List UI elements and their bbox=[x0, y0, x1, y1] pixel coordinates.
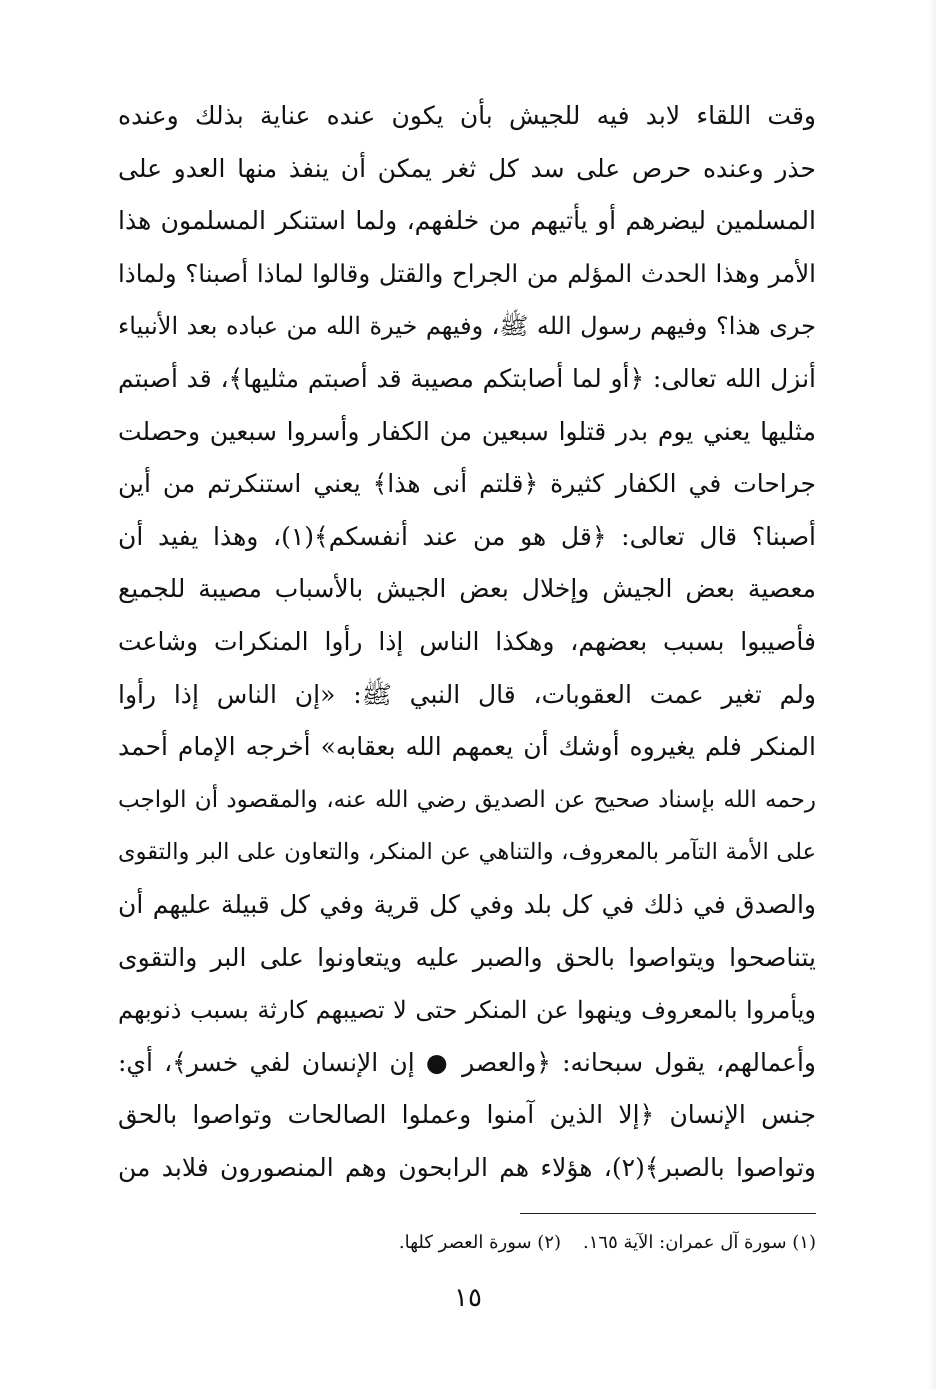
text-line: رحمه الله بإسناد صحيح عن الصديق رضي الله عنه، والمقصود أن الواجب bbox=[118, 786, 816, 813]
text-line: أصبنا؟ قال تعالى: ﴿قل هو من عند أنفسكم﴾(١)، وهذا يفيد أن bbox=[118, 521, 816, 551]
text-line: وأعمالهم، يقول سبحانه: ﴿والعصر ● إن الإنسان لفي خسر﴾، أي: bbox=[118, 1047, 816, 1077]
text-line: مثليها يعني يوم بدر قتلوا سبعين من الكفار وأسروا سبعين وحصلت bbox=[118, 416, 816, 446]
text-line: وقت اللقاء لابد فيه للجيش بأن يكون عنده عناية بذلك وعنده bbox=[118, 101, 816, 130]
footnote-2: (٢) سورة العصر كلها. bbox=[398, 1232, 562, 1253]
footnote-1: (١) سورة آل عمران: الآية ١٦٥. bbox=[583, 1232, 816, 1253]
page-number: ١٥ bbox=[454, 1283, 482, 1313]
text-line: المنكر فلم يغيروه أوشك أن يعمهم الله بعقابه» أخرجه الإمام أحمد bbox=[118, 732, 816, 762]
text-line: ولم تغير عمت العقوبات، قال النبي ﷺ: «إن الناس إذا رأوا bbox=[118, 679, 816, 709]
text-line: المسلمين ليضرهم أو يأتيهم من خلفهم، ولما استنكر المسلمون هذا bbox=[118, 206, 816, 236]
text-line: على الأمة التآمر بالمعروف، والتناهي عن المنكر، والتعاون على البر والتقوى bbox=[118, 839, 816, 866]
footnotes bbox=[250, 1226, 816, 1260]
text-line: الأمر وهذا الحدث المؤلم من الجراح والقتل وقالوا لماذا أصبنا؟ ولماذا bbox=[118, 258, 816, 288]
text-line: أنزل الله تعالى: ﴿أو لما أصابتكم مصيبة قد أصبتم مثليها﴾، قد أصبتم bbox=[118, 363, 816, 393]
scan-edge-shading bbox=[928, 0, 936, 1389]
text-line: حذر وعنده حرص على سد كل ثغر يمكن أن ينفذ منها العدو على bbox=[118, 153, 816, 183]
text-line: وتواصوا بالصبر﴾(٢)، هؤلاء هم الرابحون وهم المنصورون فلابد من bbox=[118, 1152, 816, 1182]
text-line: يتناصحوا ويتواصوا بالحق والصبر عليه ويتعاونوا على البر والتقوى bbox=[118, 942, 816, 972]
text-line: معصية بعض الجيش وإخلال بعض الجيش بالأسباب مصيبة للجميع bbox=[118, 574, 816, 604]
main-text-block bbox=[118, 90, 816, 1194]
text-line: والصدق في ذلك في كل بلد وفي كل قرية وفي كل قبيلة عليهم أن bbox=[118, 889, 816, 919]
text-line: جنس الإنسان ﴿إلا الذين آمنوا وعملوا الصالحات وتواصوا بالحق bbox=[118, 1100, 816, 1130]
footnote-divider bbox=[520, 1213, 816, 1214]
text-line: ويأمروا بالمعروف وينهوا عن المنكر حتى لا تصيبهم كارثة بسبب ذنوبهم bbox=[118, 996, 816, 1025]
text-line: جرى هذا؟ وفيهم رسول الله ﷺ، وفيهم خيرة الله من عباده بعد الأنبياء bbox=[118, 312, 816, 341]
text-line: فأصيبوا بسبب بعضهم، وهكذا الناس إذا رأوا المنكرات وشاعت bbox=[118, 626, 816, 656]
text-line: جراحات في الكفار كثيرة ﴿قلتم أنى هذا﴾ يعني استنكرتم من أين bbox=[118, 469, 816, 499]
